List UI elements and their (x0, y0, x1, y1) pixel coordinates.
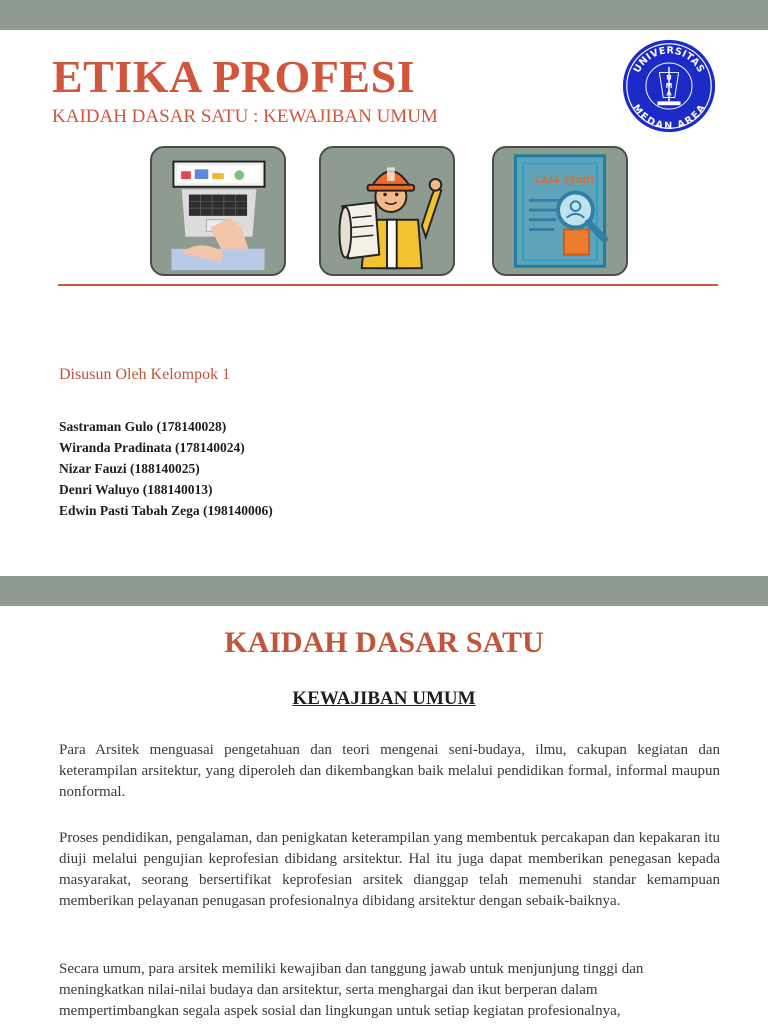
top-band (0, 0, 768, 30)
logo-bottom-text: MEDAN AREA (630, 102, 708, 132)
logo-top-text: UNIVERSITAS (631, 45, 707, 75)
laptop-icon (152, 148, 284, 274)
slide-separator-band (0, 576, 768, 606)
member-list (59, 416, 273, 521)
laptop-tile (150, 146, 286, 276)
slide-title: ETIKA PROFESI (52, 51, 416, 102)
case-study-icon (494, 148, 626, 274)
slide-subtitle: KAIDAH DASAR SATU : KEWAJIBAN UMUM (52, 106, 438, 127)
paragraph: Proses pendidikan, pengalaman, dan penigkatan keterampilan yang membentuk percakapan dan kepakaran itu diuji melalui pengujian keprofesian dibidang arsitektur. Hal itu juga dapat memberikan penegasan kepada masyarakat, seorang bersertifikat keprofesian arsitek dianggap telah memenuhi standar kemampuan memberikan pelayanan penugasan profesionalnya dibidang arsitektur dengan sebaik-baiknya. (59, 830, 720, 909)
member-item: Edwin Pasti Tabah Zega (198140006) (59, 503, 273, 518)
content-slide-subtitle: KEWAJIBAN UMUM (292, 688, 476, 709)
member-item: Wiranda Pradinata (178140024) (59, 440, 245, 455)
logo-letter-u: U (666, 74, 672, 83)
case-study-tile (492, 146, 628, 276)
paragraph: Para Arsitek menguasai pengetahuan dan teori mengenai seni-budaya, ilmu, cakupan kegiatan dan keterampilan arsitektur, yang diperoleh dan dikembangkan baik melalui pendidikan formal, informal maupun nonformal. (59, 742, 720, 800)
university-logo (621, 38, 717, 134)
prepared-by-heading: Disusun Oleh Kelompok 1 (59, 366, 231, 383)
member-item: Sastraman Gulo (178140028) (59, 419, 227, 434)
title-slide (0, 30, 768, 576)
logo-letter-m: M (665, 81, 673, 90)
logo-letter-a: A (666, 89, 672, 98)
content-slide-title: KAIDAH DASAR SATU (224, 626, 544, 659)
content-slide (0, 606, 768, 1024)
case-study-label: CASE STUDY (534, 175, 596, 186)
title-divider (58, 284, 718, 286)
member-item: Denri Waluyo (188140013) (59, 482, 213, 497)
engineer-icon (321, 148, 453, 274)
engineer-tile (319, 146, 455, 276)
paragraph: Secara umum, para arsitek memiliki kewajiban dan tanggung jawab untuk menjunjung tinggi dan meningkatkan nilai-nilai budaya dan arsitektur, serta menghargai dan ikut berperan dalam mempertimbangkan segala aspek sosial dan lingkungan untuk setiap kegiatan profesionalnya, (59, 961, 644, 1019)
member-item: Nizar Fauzi (188140025) (59, 461, 200, 476)
